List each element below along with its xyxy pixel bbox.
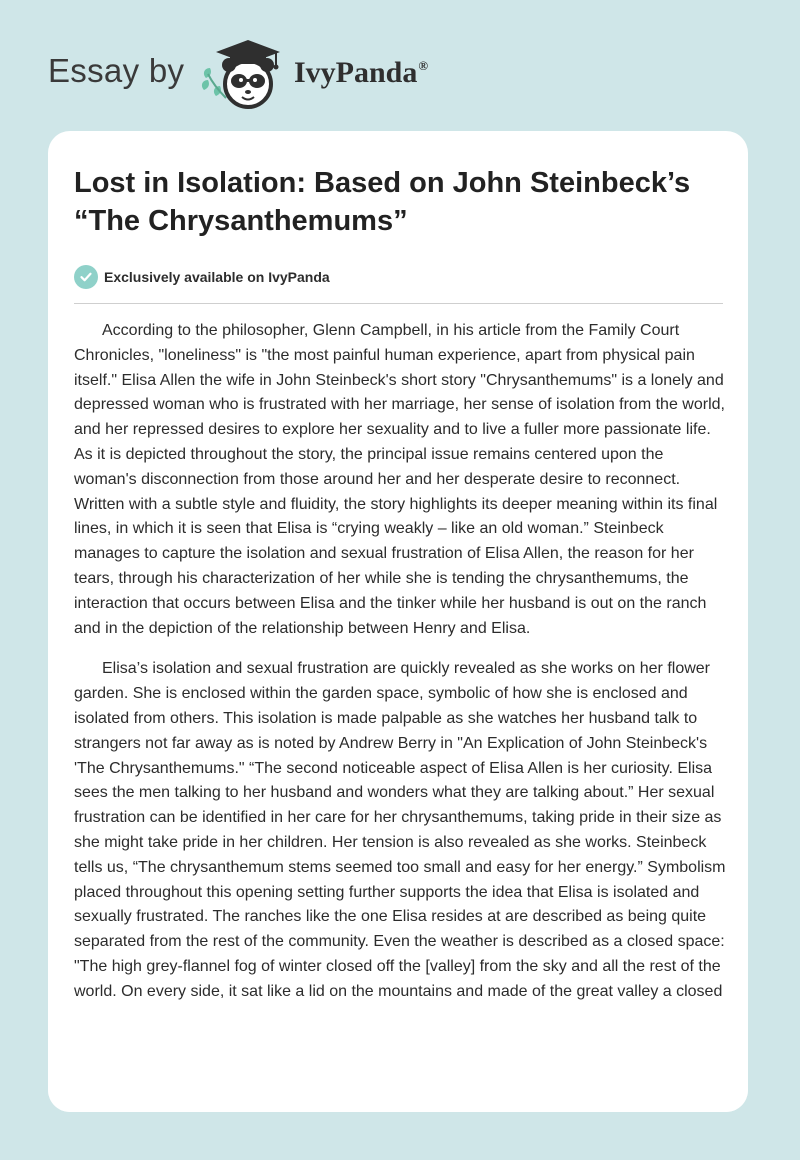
text-fade-overlay <box>48 1052 748 1112</box>
brand-prefix: Essay by <box>48 52 185 89</box>
title-divider <box>74 303 723 304</box>
paragraph: According to the philosopher, Glenn Campbell, in his article from the Family Court Chronicles, "loneliness" is "the most painful human experience, apart from physical pain itself." Elisa Allen the wife in John Steinbeck's short story "Chrysanthemums" is a lonely and depressed woman who is frustrated with her marriage, her sense of isolation from the world, and her repressed desires to explore her sexuality and to live a fuller more passionate life. As it is depicted throughout the story, the principal issue remains centered upon the woman's disconnection from those around her and her desperate desire to reconnect. Written with a subtle style and fluidity, the story highlights its deeper meaning within its final lines, in which it is seen that Elisa is “crying weakly – like an old woman.” Steinbeck manages to capture the isolation and sexual frustration of Elisa Allen, the reason for her tears, through his characterization of her while she is tending the chrysanthemums, the interaction that occurs between Elisa and the tinker while her husband is out on the ranch and in the depiction of the relationship between Henry and Elisa. <box>74 322 725 637</box>
registered-mark: ® <box>418 58 429 73</box>
exclusive-badge <box>74 264 330 290</box>
essay-title: Lost in Isolation: Based on John Steinbeck’s “The Chrysanthemums” <box>74 167 691 237</box>
essay-card <box>48 131 748 1112</box>
check-icon <box>74 265 98 289</box>
paragraph: Elisa’s isolation and sexual frustration are quickly revealed as she works on her flower garden. She is enclosed within the garden space, symbolic of how she is enclosed and isolated from others. This isolation is made palpable as she watches her husband talk to strangers not far away as is noted by Andrew Berry in "An Explication of John Steinbeck's 'The Chrysanthemums." “The second noticeable aspect of Elisa Allen is her curiosity. Elisa sees the men talking to her husband and wonders what they are talking about.” Her sexual frustration can be identified in her care for her chrysanthemums, taking pride in their size as she might take pride in her children. Her tension is also revealed as she works. Steinbeck tells us, “The chrysanthemum stems seemed too small and easy for her energy.” Symbolism placed throughout this opening setting further supports the idea that Elisa is isolated and sexually frustrated. The ranches like the one Elisa resides at are described as being quite separated from the rest of the community. Even the weather is described as a closed space: "The high grey-flannel fog of winter closed off the [valley] from the sky and all the rest of the world. On every side, it sat like a lid on the mountains and made of the great valley a closed <box>74 660 726 1000</box>
brand-header <box>48 34 508 114</box>
brand-name: IvyPanda® <box>294 56 429 89</box>
essay-body <box>74 319 726 1021</box>
panda-logo-icon <box>200 34 290 114</box>
exclusive-label: Exclusively available on IvyPanda <box>104 269 330 285</box>
